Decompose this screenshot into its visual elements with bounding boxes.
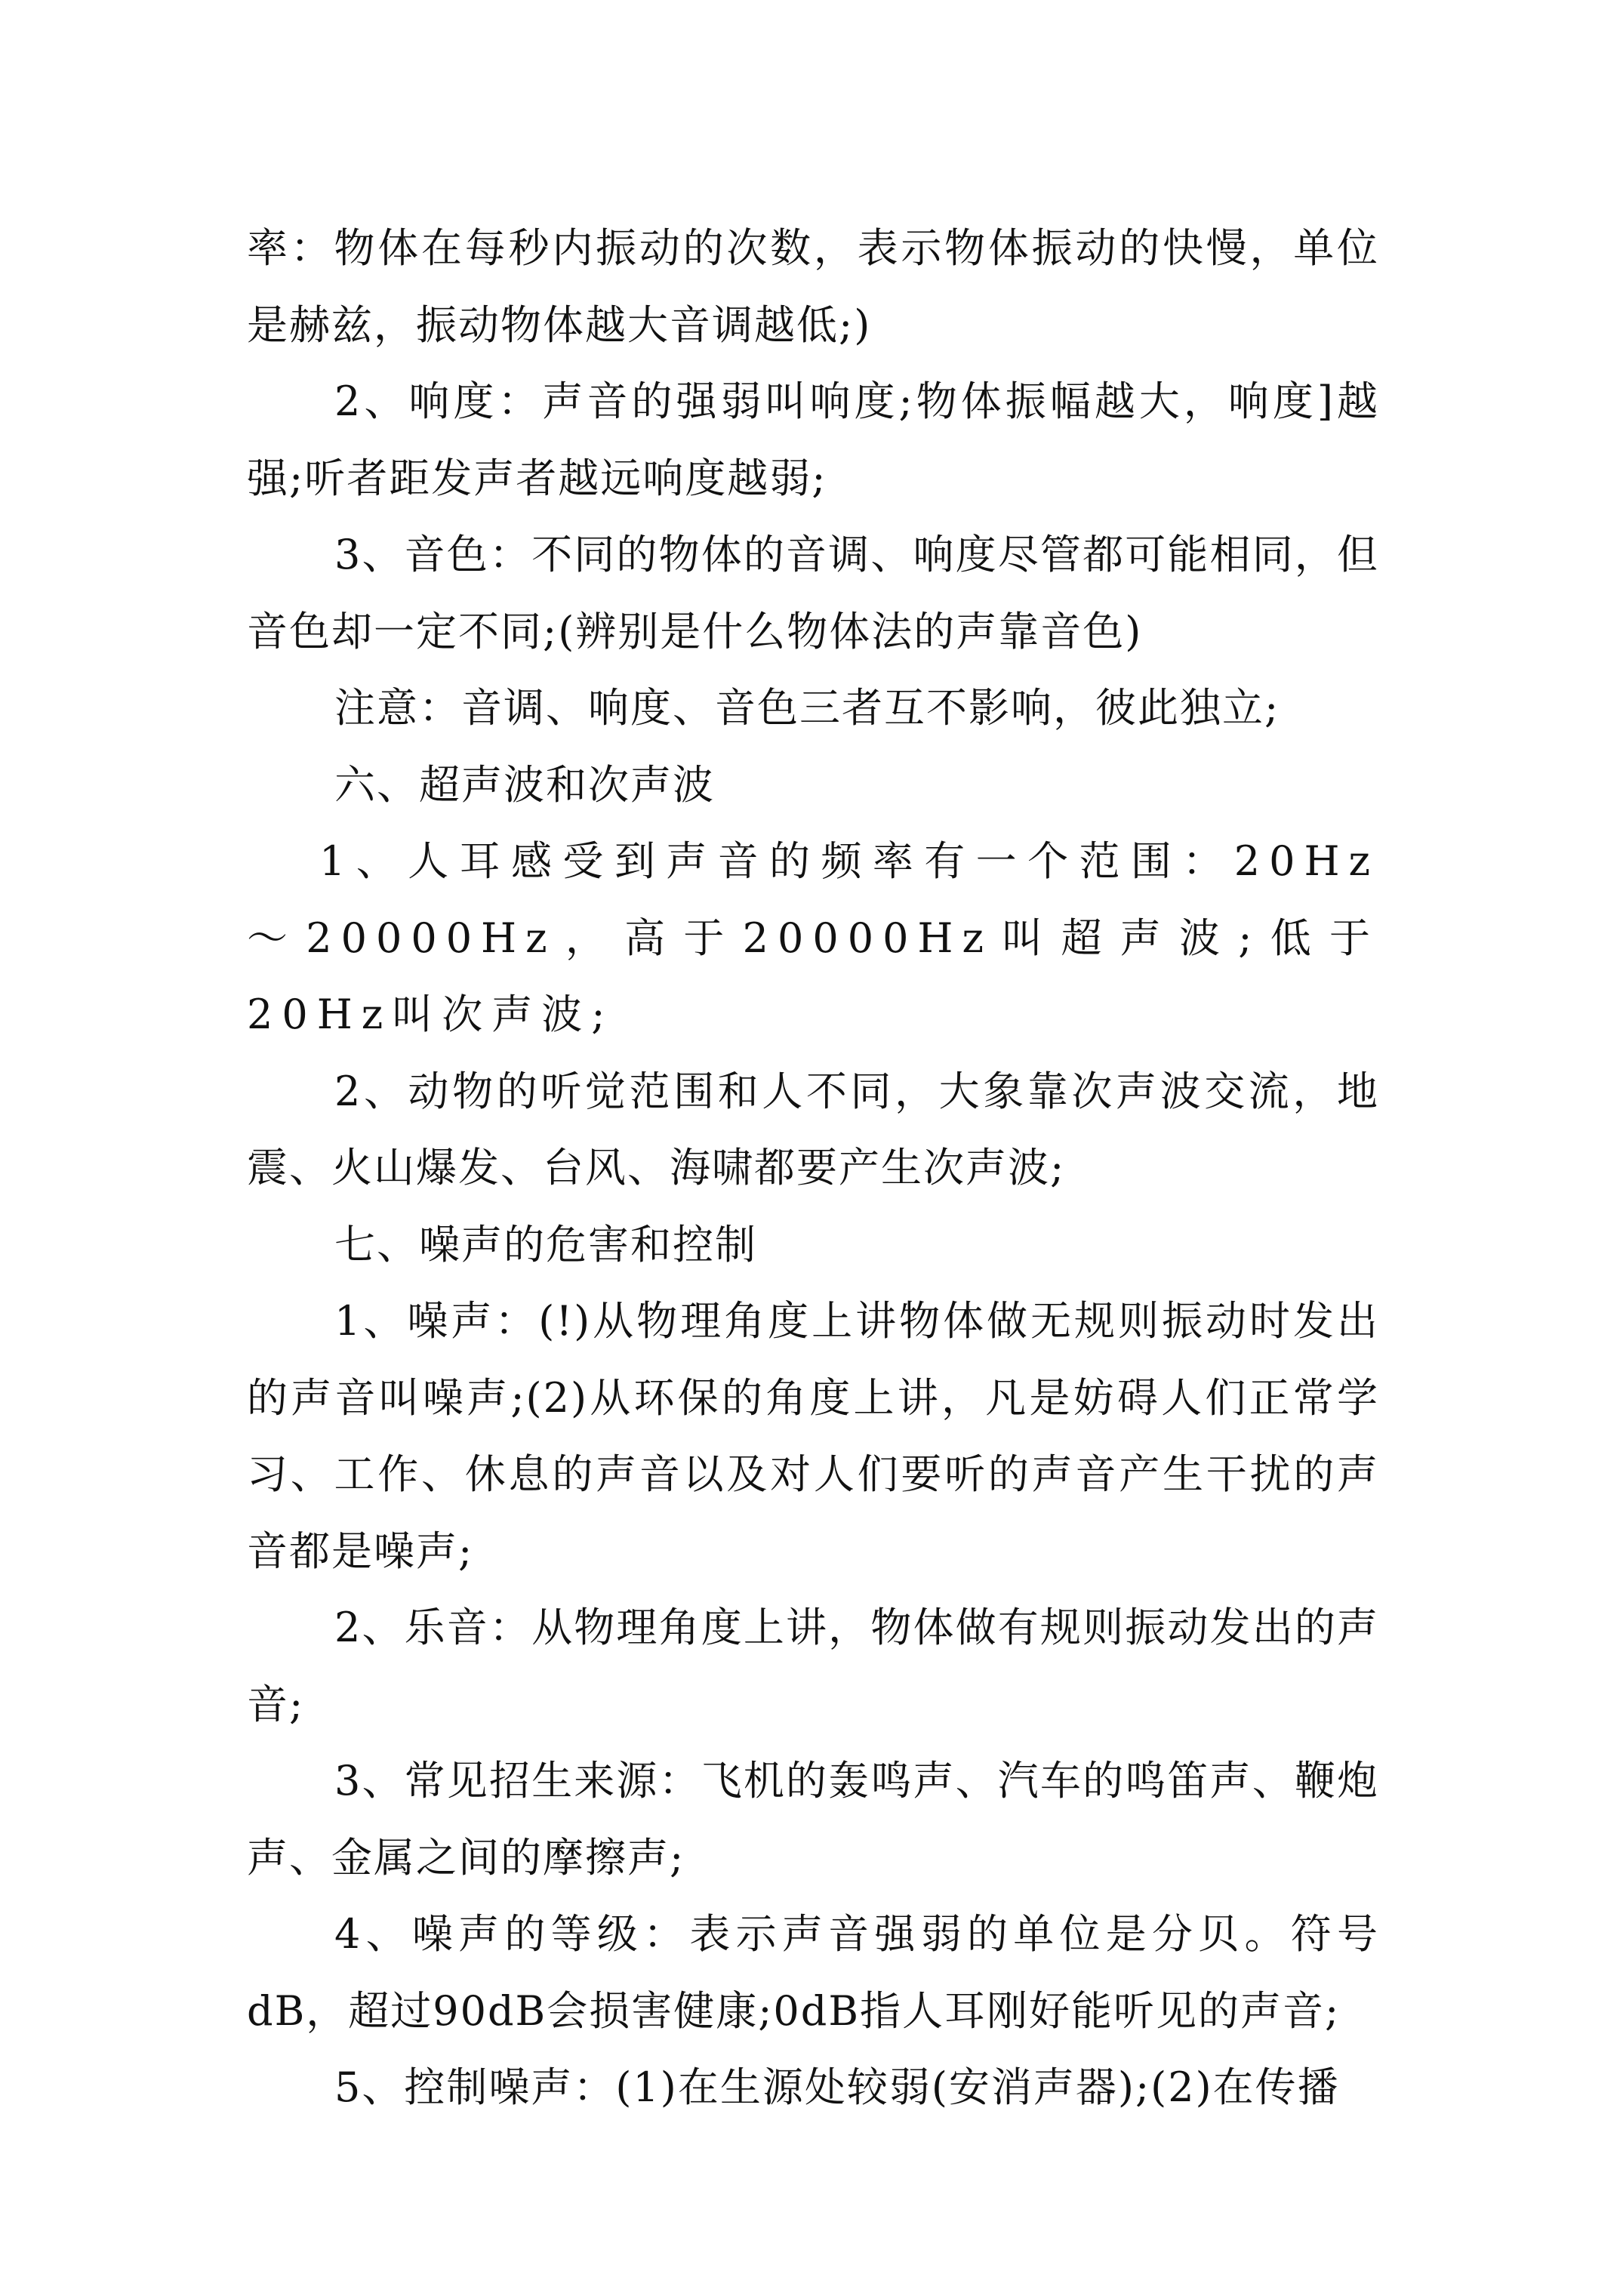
paragraph-timbre: 3、音色：不同的物体的音调、响度尽管都可能相同，但音色却一定不同;(辨别是什么物体法的声靠音色) (247, 531, 1379, 655)
document-body (247, 210, 1379, 2126)
paragraph-note: 注意：音调、响度、音色三者互不影响，彼此独立; (334, 684, 1280, 732)
paragraph-musical-sound: 2、乐音：从物理角度上讲，物体做有规则振动发出的声音; (247, 1604, 1379, 1728)
paragraph-noise-definition: 1、噪声：(!)从物理角度上讲物体做无规则振动时发出的声音叫噪声;(2)从环保的角度上讲，凡是妨碍人们正常学习、工作、休息的声音以及对人们要听的声音产生干扰的声音都是噪声; (247, 1297, 1379, 1575)
paragraph-frequency-continued: 率：物体在每秒内振动的次数，表示物体振动的快慢，单位是赫兹，振动物体越大音调越低;) (247, 224, 1379, 349)
section-heading-ultrasound-infrasound: 六、超声波和次声波 (334, 760, 715, 809)
section-heading-noise-control: 七、噪声的危害和控制 (334, 1220, 757, 1268)
paragraph-noise-levels: 4、噪声的等级：表示声音强弱的单位是分贝。符号dB，超过90dB会损害健康;0dB指人耳刚好能听见的声音; (247, 1910, 1379, 2035)
paragraph-loudness: 2、响度：声音的强弱叫响度;物体振幅越大，响度]越强;听者距发声者越远响度越弱; (247, 378, 1379, 502)
paragraph-noise-control: 5、控制噪声：(1)在生源处较弱(安消声器);(2)在传播 (334, 2063, 1340, 2111)
paragraph-hearing-range: 1、人耳感受到声音的频率有一个范围：20Hz～20000Hz，高于20000Hz叫超声波;低于20Hz叫次声波; (247, 837, 1379, 1038)
paragraph-noise-sources: 3、常见招生来源：飞机的轰鸣声、汽车的鸣笛声、鞭炮声、金属之间的摩擦声; (247, 1757, 1379, 1881)
paragraph-animal-hearing: 2、动物的听觉范围和人不同，大象靠次声波交流，地震、火山爆发、台风、海啸都要产生次声波; (247, 1067, 1379, 1191)
